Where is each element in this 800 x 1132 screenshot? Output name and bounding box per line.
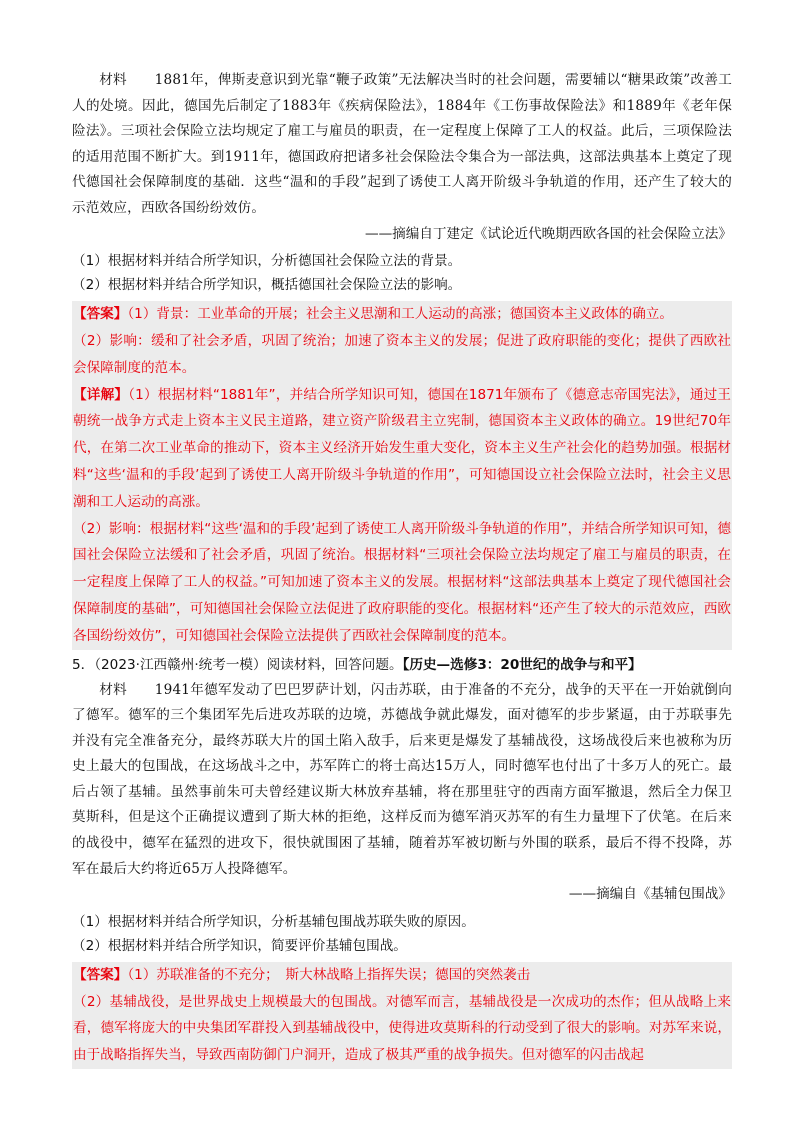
detail-tag: 【详解】 [73,386,129,403]
answer-line-1 [73,301,731,328]
answer-line-2: （2）影响：缓和了社会矛盾，巩固了统治；加速了资本主义的发展；促进了政府职能的变化；提供了西欧社会保障制度的范本。 [73,332,731,376]
answer-5-text-1: （1）苏联准备的不充分； 斯大林战略上指挥失误；德国的突然袭击 [127,966,531,983]
question-5-intro: 5．（2023·江西赣州·统考一模）阅读材料，回答问题。 [72,656,403,673]
source-citation-5: ——摘编自《基辅包围战》 [568,886,732,903]
detail-text-1: （1）根据材料“1881年”，并结合所学知识可知，德国在1871年颁布了《德意志帝国宪法》，通过王朝统一战争方式走上资本主义民主道路，建立资产阶级君主立宪制，德国资本主义政体的确立。19世纪70年代，在第二次工业革命的推动下，资本主义经济开始发生重大变化，资本主义生产社会化的趋势加强。根据材料“这些‘温和的手段’起到了诱使工人离开阶级斗争轨道的作用”，可知德国设立社会保险立法时，社会主义思潮和工人运动的高涨。 [73,386,731,510]
answer-block-1 [72,301,732,649]
answer-5-tag: 【答案】 [73,966,128,983]
question-1-2: （2）根据材料并结合所学知识，概括德国社会保险立法的影响。 [72,277,462,294]
material-paragraph-5: 材料 1941年德军发动了巴巴罗萨计划，闪击苏联，由于准备的不充分，战争的天平在一开始就倒向了德军。德军的三个集团军先后进攻苏联的边境，苏德战争就此爆发，面对德军的步步紧逼，由于苏联事先并没有完全准备充分，最终苏联大片的国土陷入敌手，后来更是爆发了基辅战役，这场战役后来也被称为历史上最大的包围战，在这场战斗之中，苏军阵亡的将士高达15万人，同时德军也付出了十多万人的死亡。最后占领了基辅。虽然事前朱可夫曾经建议斯大林放弃基辅，将在那里驻守的西南方面军撤退，然后全力保卫莫斯科，但是这个正确提议遭到了斯大林的拒绝，这样反而为德军消灭苏军的有生力量埋下了伏笔。在后来的战役中，德军在猛烈的进攻下，很快就围困了基辅，随着苏军被切断与外围的联系，最后不得不投降，苏军在最后大约将近65万人投降德军。 [72,681,732,877]
source-citation-1: ——摘编自丁建定《试论近代晚期西欧各国的社会保险立法》 [364,225,732,242]
answer-5-line-1 [73,962,731,989]
question-1-1: （1）根据材料并结合所学知识，分析德国社会保险立法的背景。 [72,253,462,270]
answer-block-5 [72,962,732,1069]
question-5-module: 【历史—选修3：20世纪的战争与和平】 [402,656,642,673]
detail-line-2: （2）影响：根据材料“这些‘温和的手段’起到了诱使工人离开阶级斗争轨道的作用”，并结合所学知识可知，德国社会保险立法缓和了社会矛盾，巩固了统治。根据材料“三项社会保险立法均规定了雇工与雇员的职责，在一定程度上保障了工人的权益。”可知加速了资本主义的发展。根据材料“这部法典基本上奠定了现代德国社会保障制度的基础”，可知德国社会保险立法促进了政府职能的变化。根据材料“还产生了较大的示范效应，西欧各国纷纷效仿”，可知德国社会保险立法提供了西欧社会保障制度的范本。 [73,520,731,644]
answer-text-1: （1）背景：工业革命的开展；社会主义思潮和工人运动的高涨；德国资本主义政体的确立。 [127,306,673,323]
question-5-header [72,652,732,678]
detail-line-1 [73,382,731,516]
answer-tag: 【答案】 [73,306,128,323]
question-5-1: （1）根据材料并结合所学知识，分析基辅包围战苏联失败的原因。 [72,913,475,930]
answer-5-line-2: （2）基辅战役，是世界战史上规模最大的包围战。对德军而言，基辅战役是一次成功的杰作；但从战略上来看，德军将庞大的中央集团军群投入到基辅战役中，使得进攻莫斯科的行动受到了很大的影响。对苏军来说，由于战略指挥失当，导致西南防御门户洞开，造成了极其严重的战争损失。但对德军的闪击战起 [73,993,731,1064]
page-content [72,68,732,1069]
material-paragraph-1: 材料 1881年，俾斯麦意识到光靠“鞭子政策”无法解决当时的社会问题，需要辅以“糖果政策”改善工人的处境。因此，德国先后制定了1883年《疾病保险法》，1884年《工伤事故保险法》和1889年《老年保险法》。三项社会保险立法均规定了雇工与雇员的职责，在一定程度上保障了工人的权益。此后，三项保险法的适用范围不断扩大。到1911年，德国政府把诸多社会保险法令集合为一部法典，这部法典基本上奠定了现代德国社会保障制度的基础．这些“温和的手段”起到了诱使工人离开阶级斗争轨道的作用，还产生了较大的示范效应，西欧各国纷纷效仿。 [72,72,732,216]
question-5-2: （2）根据材料并结合所学知识，简要评价基辅包围战。 [72,937,407,954]
